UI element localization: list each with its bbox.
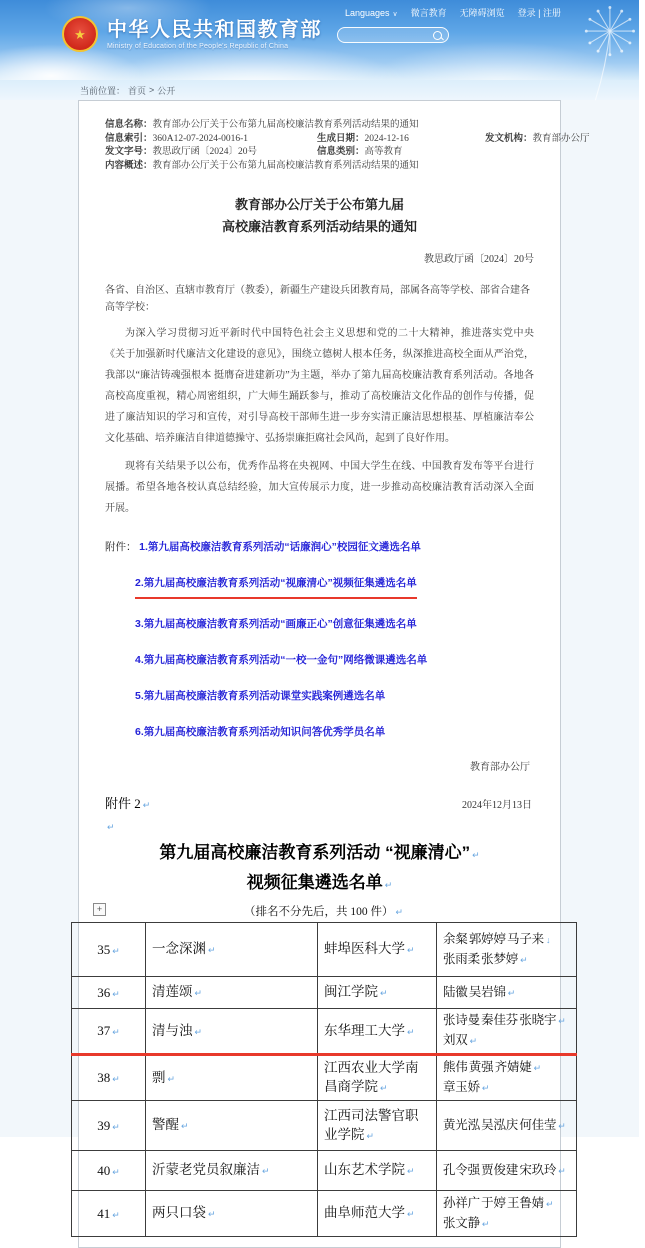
meta-name-value: 教育部办公厅关于公布第九届高校廉洁教育系列活动结果的通知 — [152, 120, 419, 130]
chevron-down-icon: ∨ — [392, 10, 398, 18]
paragraph-mark-icon: ↵ — [142, 800, 151, 810]
cell-authors: 黄光泓 吴泓庆 何佳莹 ↵ — [437, 1101, 577, 1151]
meta-category-label: 信息类别： — [317, 146, 365, 157]
table-row — [72, 1191, 577, 1237]
selection-table — [71, 922, 577, 1237]
search-icon[interactable] — [433, 31, 442, 40]
site-title: 中华人民共和国教育部 — [107, 18, 322, 41]
cell-title: 剽 ↵ — [146, 1055, 318, 1101]
cell-school: 闽江学院 ↵ — [318, 977, 437, 1009]
attachment-link-6[interactable]: 6.第九届高校廉洁教育系列活动知识问答优秀学员名单 — [135, 726, 386, 738]
table-move-handle-icon[interactable]: + — [93, 903, 106, 916]
breadcrumb — [0, 80, 639, 100]
notice-title — [105, 194, 534, 238]
table-row — [72, 1151, 577, 1191]
cell-school: 江西司法警官职业学院 ↵ — [318, 1101, 437, 1151]
cell-title: 清莲颂 ↵ — [146, 977, 318, 1009]
cell-authors: 孙祥广 于婷 王鲁婧 ↵ 张文静 ↵ — [437, 1191, 577, 1237]
cell-school: 江西农业大学南昌商学院 ↵ — [318, 1055, 437, 1101]
attachment2-heading: 第九届高校廉洁教育系列活动 “视廉清心” ↵ 视频征集遴选名单 ↵ — [159, 843, 480, 892]
site-title-en: Ministry of Education of the People's Republic of China — [107, 42, 289, 50]
attachment-link-2[interactable]: 2.第九届高校廉洁教育系列活动“视廉清心”视频征集遴选名单 — [135, 573, 417, 599]
top-links-bar — [345, 6, 561, 19]
site-header — [0, 0, 639, 80]
cell-school: 山东艺术学院 ↵ — [318, 1151, 437, 1191]
meta-gendate-label: 生成日期： — [317, 132, 365, 144]
national-emblem-icon — [62, 16, 98, 52]
document-panel — [78, 100, 590, 1248]
cell-number: 36 ↵ — [72, 977, 146, 1009]
cell-number: 38 ↵ — [72, 1055, 146, 1101]
notice-paragraph-2: 现将有关结果予以公布，优秀作品将在央视网、中国大学生在线、中国教育发布等平台进行展播。希望各地各校认真总结经验，加大宣传展示力度，进一步推动高校廉洁教育活动深入全面开展。 — [105, 461, 534, 514]
meta-name-label: 信息名称： — [105, 119, 153, 130]
attachment-link-3[interactable]: 3.第九届高校廉洁教育系列活动“画廉正心”创意征集遴选名单 — [135, 618, 417, 630]
cell-authors: 张诗曼 秦佳芬 张晓宇 ↵ 刘双 ↵ — [437, 1009, 577, 1055]
table-row — [72, 1101, 577, 1151]
search-box[interactable] — [337, 27, 449, 43]
notice-sign-date: 2024年12月13日 — [462, 800, 532, 811]
attachment-link-1[interactable]: 1.第九届高校廉洁教育系列活动“话廉润心”校园征文遴选名单 — [139, 541, 421, 553]
login-register-link[interactable]: 登录 | 注册 — [517, 8, 561, 18]
table-caption: （排名不分先后，共 100 件） ↵ — [243, 906, 404, 918]
cell-authors: 余粲 郭婷婷 马子来 ↓ 张雨柔 张梦婷 ↵ — [437, 923, 577, 977]
breadcrumb-home[interactable]: 首页 — [128, 85, 147, 96]
cell-school: 东华理工大学 ↵ — [318, 1009, 437, 1055]
breadcrumb-separator: > — [149, 85, 155, 95]
cell-number: 41 ↵ — [72, 1191, 146, 1237]
attachment2-table-wrap — [71, 903, 576, 1237]
breadcrumb-label: 当前位置： — [80, 85, 126, 96]
cell-number: 40 ↵ — [72, 1151, 146, 1191]
table-row — [72, 923, 577, 977]
cell-title: 沂蒙老党员叙廉洁 ↵ — [146, 1151, 318, 1191]
meta-category-value: 高等教育 — [364, 147, 403, 157]
accessibility-link[interactable]: 无障碍浏览 — [459, 8, 505, 18]
cell-title: 一念深渊 ↵ — [146, 923, 318, 977]
cell-number: 37 ↵ — [72, 1009, 146, 1055]
table-row — [72, 1009, 577, 1055]
cell-authors: 孔令强 贾俊建 宋玖玲 ↵ — [437, 1151, 577, 1191]
notice-title-line2: 高校廉洁教育系列活动结果的通知 — [221, 219, 417, 234]
attachment-link-5[interactable]: 5.第九届高校廉洁教育系列活动课堂实践案例遴选名单 — [135, 690, 386, 702]
attachments-label: 附件： — [105, 542, 137, 553]
notice-title-line1: 教育部办公厅关于公布第九届 — [234, 197, 404, 212]
meta-issuer-label: 发文机构： — [485, 132, 533, 144]
document-meta — [105, 119, 590, 172]
attachment-link-4[interactable]: 4.第九届高校廉洁教育系列活动“一校一金句”网络微课遴选名单 — [135, 654, 428, 666]
meta-index-label: 信息索引： — [105, 132, 153, 144]
cell-title: 清与浊 ↵ — [146, 1009, 318, 1055]
meta-docno-value: 教思政厅函〔2024〕20号 — [152, 147, 258, 157]
cell-number: 39 ↵ — [72, 1101, 146, 1151]
meta-summary-value: 教育部办公厅关于公布第九届高校廉洁教育系列活动结果的通知 — [152, 160, 419, 171]
cell-school: 蚌埠医科大学 ↵ — [318, 923, 437, 977]
breadcrumb-section[interactable]: 公开 — [157, 85, 176, 96]
attachment2-label: 附件 2 ↵ — [105, 796, 151, 811]
table-row — [72, 977, 577, 1009]
meta-docno-label: 发文字号： — [105, 146, 153, 157]
notice-signer: 教育部办公厅 — [470, 762, 530, 773]
attachment2-header-row — [105, 793, 534, 812]
paragraph-mark-icon: ↵ — [107, 822, 115, 832]
meta-summary-label: 内容概述： — [105, 159, 153, 171]
dandelion-graphic — [553, 2, 645, 102]
paragraph-mark-icon: ↵ — [472, 850, 480, 860]
table-row — [72, 1055, 577, 1101]
paragraph-mark-icon: ↵ — [384, 880, 393, 890]
cell-school: 曲阜师范大学 ↵ — [318, 1191, 437, 1237]
notice-paragraph-1: 为深入学习贯彻习近平新时代中国特色社会主义思想和党的二十大精神，推进落实党中央《关于加强新时代廉洁文化建设的意见》，围绕立德树人根本任务，纵深推进高校全面从严治党，我部以“廉洁铸魂强根本 挺膺奋进建新功”为主题，举办了第九届高校廉洁教育系列活动。各地各高校高度重视，精心周密组织，广大师生踊跃参与，推动了高校廉洁文化作品的创作与传播，促进了廉洁知识的学习和宣传，对引导高校干部师生进一步夯实清正廉洁思想根基、厚植廉洁奉公文化基础、培养廉洁自律道德操守、弘扬崇廉拒腐社会风尚，起到了良好作用。 — [105, 328, 534, 444]
cell-authors: 陆徽 吴岩锦 ↵ — [437, 977, 577, 1009]
notice-doc-number: 教思政厅函〔2024〕20号 — [424, 254, 534, 265]
meta-issuer-value: 教育部办公厅 — [532, 133, 590, 144]
cell-number: 35 ↵ — [72, 923, 146, 977]
languages-menu[interactable]: Languages ∨ — [344, 7, 398, 18]
attachments-section — [105, 537, 534, 743]
weiyan-link[interactable]: 微言教育 — [410, 8, 447, 18]
paragraph-mark-icon: ↵ — [395, 907, 404, 917]
line-break-mark-icon: ↓ — [545, 934, 551, 945]
notice-salutation: 各省、自治区、直辖市教育厅（教委），新疆生产建设兵团教育局，部属各高等学校、部省合建各高等学校： — [105, 285, 530, 313]
cell-title: 警醒 ↵ — [146, 1101, 318, 1151]
cell-authors: 熊伟 黄强 齐婧婕 ↵ 章玉娇 ↵ — [437, 1055, 577, 1101]
moe-logo[interactable] — [62, 16, 322, 52]
meta-index-value: 360A12-07-2024-0016-1 — [152, 133, 249, 144]
cell-title: 两只口袋 ↵ — [146, 1191, 318, 1237]
search-input[interactable] — [344, 29, 433, 41]
meta-gendate-value: 2024-12-16 — [364, 133, 409, 144]
